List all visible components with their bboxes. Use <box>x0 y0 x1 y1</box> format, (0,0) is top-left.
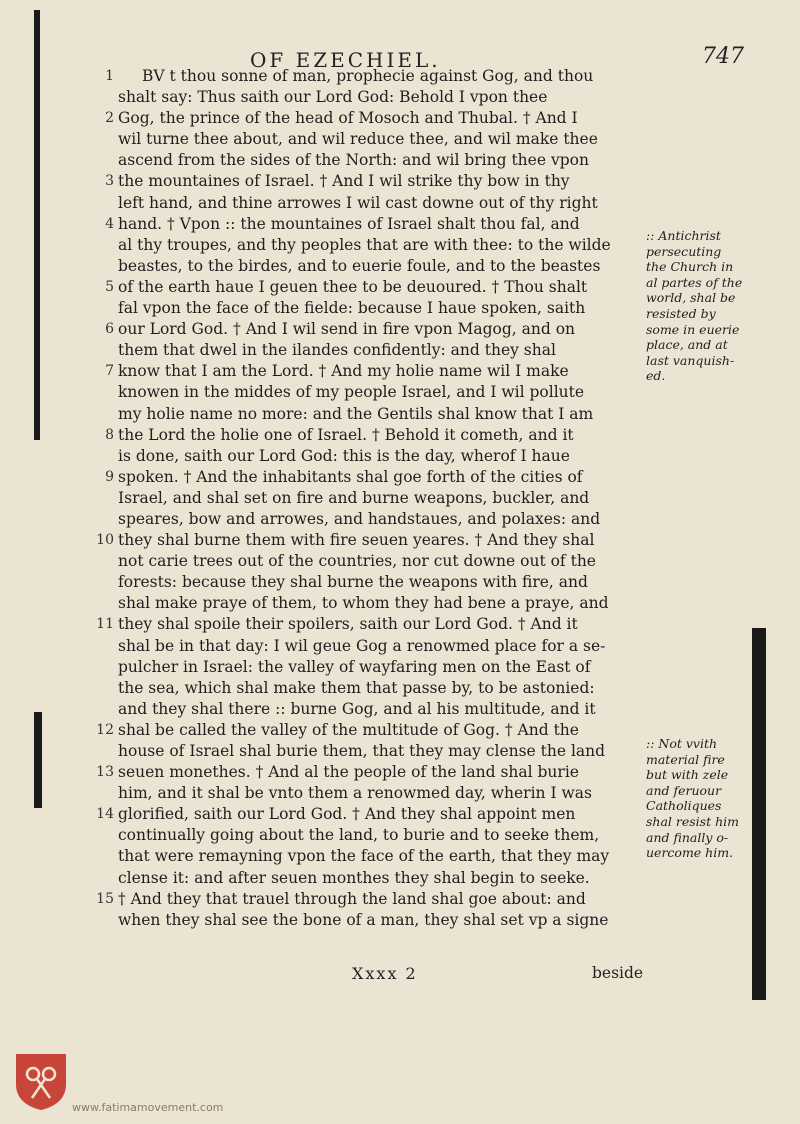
note-line: :: Not vvith <box>646 736 718 751</box>
text-line <box>88 446 648 467</box>
line-text: seuen monethes. † And al the people of the land shal burie <box>118 763 579 782</box>
text-line <box>88 425 648 446</box>
line-text: forests: because they shal burne the weapons with fire, and <box>118 573 588 592</box>
text-line <box>88 614 648 635</box>
text-line <box>88 340 648 361</box>
line-text: they shal burne them with fire seuen yeares. † And they shal <box>118 531 595 550</box>
note-line: some in euerie <box>646 321 740 337</box>
verse-number: 8 <box>105 426 114 443</box>
line-text: shal make praye of them, to whom they had bene a praye, and <box>118 594 609 613</box>
line-text: Israel, and shal set on fire and burne weapons, buckler, and <box>118 488 590 507</box>
line-text: glorified, saith our Lord God. † And they shal appoint men <box>118 805 576 824</box>
line-text: know that I am the Lord. † And my holie name wil I make <box>118 362 569 381</box>
line-text: hand. † Vpon :: the mountaines of Israel shalt thou fal, and <box>118 214 580 233</box>
text-line <box>88 846 648 867</box>
line-text: left hand, and thine arrowes I wil cast downe out of thy right <box>118 193 598 212</box>
text-line <box>88 783 648 804</box>
line-text: wil turne thee about, and wil reduce thee, and wil make thee <box>118 130 598 149</box>
note-line: uercome him. <box>646 845 734 861</box>
text-line <box>88 910 648 931</box>
line-text: shal be called the valley of the multitude of Gog. † And the <box>118 720 579 739</box>
text-line <box>88 889 648 910</box>
text-line <box>88 361 648 382</box>
line-text: they shal spoile their spoilers, saith our Lord God. † And it <box>118 615 578 634</box>
text-line <box>88 804 648 825</box>
text-line <box>88 509 648 530</box>
text-line <box>88 298 648 319</box>
line-text: continually going about the land, to burie and to seeke them, <box>118 826 600 845</box>
verse-number: 14 <box>96 806 114 823</box>
line-text: speares, bow and arrowes, and handstaues, and polaxes: and <box>118 509 601 528</box>
main-text-column <box>88 66 648 931</box>
text-line <box>88 150 648 171</box>
note-line: ed. <box>646 368 666 384</box>
note-line: but with zele <box>646 767 729 783</box>
line-text: clense it: and after seuen monthes they shal begin to seeke. <box>118 868 590 887</box>
left-margin-rule-lower <box>34 712 42 808</box>
text-line <box>88 636 648 657</box>
text-line <box>88 488 648 509</box>
text-line <box>88 193 648 214</box>
text-line <box>88 108 648 129</box>
text-line <box>88 678 648 699</box>
text-line <box>88 868 648 889</box>
note-line: place, and at <box>646 337 728 353</box>
line-text: ascend from the sides of the North: and wil bring thee vpon <box>118 151 589 170</box>
line-text: the Lord the holie one of Israel. † Behold it cometh, and it <box>118 425 574 444</box>
line-text: our Lord God. † And I wil send in fire vpon Magog, and on <box>118 320 576 339</box>
text-line <box>88 657 648 678</box>
note-line: and finally o- <box>646 829 729 845</box>
line-text: them that dwel in the ilandes confidently: and they shal <box>118 341 556 360</box>
verse-number: 1 <box>105 68 114 84</box>
signature-mark: Xxxx 2 <box>352 964 418 983</box>
text-line <box>88 593 648 614</box>
text-line <box>88 762 648 783</box>
text-line <box>88 825 648 846</box>
line-text: Gog, the prince of the head of Mosoch and Thubal. † And I <box>118 109 578 128</box>
verse-number: 9 <box>105 468 114 485</box>
line-text: fal vpon the face of the fielde: because I haue spoken, saith <box>118 299 586 318</box>
line-text: him, and it shal be vnto them a renowmed day, wherin I was <box>118 784 592 803</box>
text-line <box>88 87 648 108</box>
page-number: 747 <box>702 44 744 69</box>
text-line <box>88 319 648 340</box>
note-line: and feruour <box>646 782 722 798</box>
text-line <box>88 66 648 87</box>
text-line <box>88 720 648 741</box>
text-line <box>88 382 648 403</box>
line-text: BV t thou sonne of man, prophecie against Gog, and thou <box>142 67 594 85</box>
line-text: house of Israel shal burie them, that they may clense the land <box>118 742 606 760</box>
verse-number: 4 <box>105 215 114 232</box>
note-line: :: Antichrist <box>646 228 721 243</box>
line-text: the sea, which shal make them that passe by, to be astonied: <box>118 678 595 697</box>
note-line: world, shal be <box>646 290 736 306</box>
text-line <box>88 741 648 762</box>
text-line <box>88 530 648 551</box>
text-line <box>88 572 648 593</box>
line-text: spoken. † And the inhabitants shal goe forth of the cities of <box>118 467 583 486</box>
line-text: shalt say: Thus saith our Lord God: Behold I vpon thee <box>118 88 548 107</box>
line-text: not carie trees out of the countries, nor cut downe out of the <box>118 552 596 571</box>
marginal-note-fire <box>646 736 739 861</box>
line-text: pulcher in Israel: the valley of wayfaring men on the East of <box>118 657 591 676</box>
verse-number: 10 <box>96 532 114 549</box>
line-text: the mountaines of Israel. † And I wil strike thy bow in thy <box>118 172 570 191</box>
verse-number: 5 <box>105 278 114 295</box>
verse-number: 11 <box>96 616 114 633</box>
text-line <box>88 171 648 192</box>
text-line <box>88 129 648 150</box>
text-line <box>88 235 648 256</box>
line-text: that were remayning vpon the face of the earth, that they may <box>118 847 610 866</box>
note-line: material fire <box>646 751 725 767</box>
line-text: is done, saith our Lord God: this is the day, wherof I haue <box>118 446 570 465</box>
note-line: resisted by <box>646 305 716 321</box>
right-margin-rule <box>752 628 766 1000</box>
line-text: when they shal see the bone of a man, they shal set vp a signe <box>118 910 609 929</box>
line-text: al thy troupes, and thy peoples that are with thee: to the wilde <box>118 235 611 254</box>
running-title: OF EZECHIEL. <box>250 48 441 72</box>
note-line: persecuting <box>646 243 722 259</box>
line-text: shal be in that day: I wil geue Gog a renowmed place for a se- <box>118 636 606 655</box>
text-line <box>88 256 648 277</box>
line-text: beastes, to the birdes, and to euerie foule, and to the beastes <box>118 256 601 275</box>
verse-number: 12 <box>96 721 114 738</box>
verse-number: 7 <box>105 363 114 380</box>
note-line: the Church in <box>646 259 734 275</box>
note-line: last vanquish- <box>646 352 735 368</box>
verse-number: 15 <box>96 890 114 907</box>
text-line <box>88 404 648 425</box>
note-line: al partes of the <box>646 274 743 290</box>
verse-number: 3 <box>105 173 114 190</box>
verse-number: 6 <box>105 321 114 338</box>
marginal-note-antichrist <box>646 228 742 384</box>
text-line <box>88 277 648 298</box>
papal-keys-logo-icon <box>14 1052 68 1112</box>
line-text: of the earth haue I geuen thee to be deuoured. † Thou shalt <box>118 277 588 296</box>
line-text: † And they that trauel through the land shal goe about: and <box>118 889 586 908</box>
line-text: knowen in the middes of my people Israel, and I wil pollute <box>118 383 585 402</box>
note-line: shal resist him <box>646 813 739 829</box>
line-text: my holie name no more: and the Gentils shal know that I am <box>118 404 594 423</box>
text-line <box>88 699 648 720</box>
verse-number: 13 <box>96 764 114 781</box>
left-margin-rule <box>34 10 40 440</box>
text-line <box>88 551 648 572</box>
verse-number: 2 <box>105 110 114 127</box>
text-line <box>88 214 648 235</box>
line-text: and they shal there :: burne Gog, and al his multitude, and it <box>118 699 596 718</box>
catchword: beside <box>592 964 644 982</box>
text-line <box>88 467 648 488</box>
watermark-url: www.fatimamovement.com <box>72 1101 224 1114</box>
note-line: Catholiques <box>646 798 722 814</box>
